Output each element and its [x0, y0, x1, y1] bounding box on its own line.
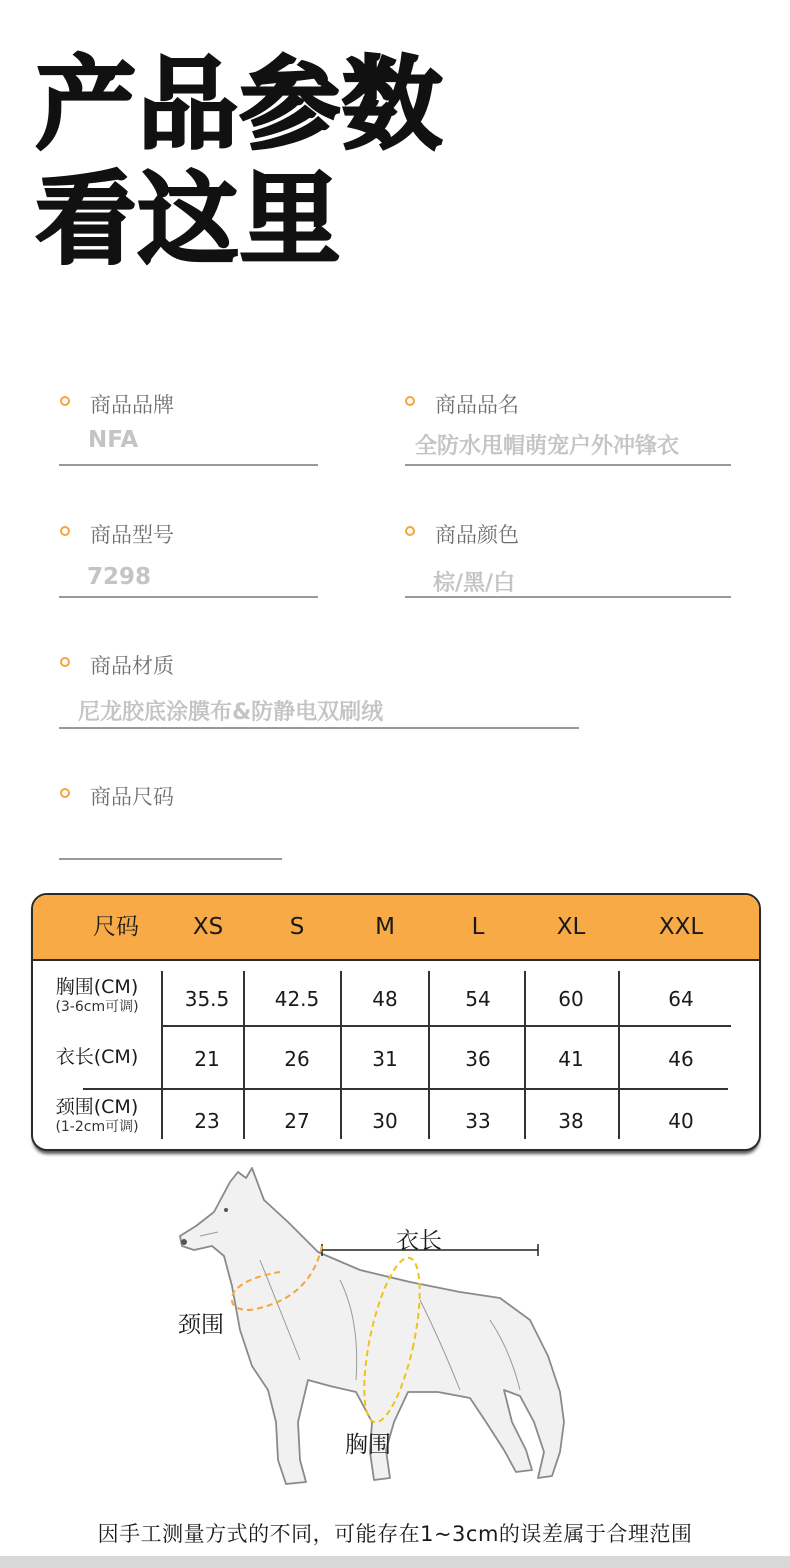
param-model-label: 商品型号	[90, 523, 174, 547]
bullet-dot-icon	[60, 657, 70, 667]
bullet-dot-icon	[405, 526, 415, 536]
param-material-value: 尼龙胶底涂膜布&防静电双刷绒	[78, 700, 384, 725]
dog-measurement-figure	[160, 1160, 600, 1500]
page-title-line-1: 产品参数	[36, 46, 444, 163]
row-label-text: 胸围(CM)	[55, 976, 139, 998]
measurement-disclaimer: 因手工测量方式的不同，可能存在1~3cm的误差属于合理范围	[97, 1522, 693, 1546]
param-color-label: 商品颜色	[435, 523, 519, 547]
table-cell: 41	[558, 1047, 584, 1071]
figure-chest-label: 胸围	[345, 1432, 391, 1458]
row-label-note: (3-6cm可调)	[55, 998, 139, 1015]
underline	[405, 464, 731, 466]
param-name-label: 商品品名	[435, 393, 519, 417]
param-size-label: 商品尺码	[90, 785, 174, 809]
param-model-value: 7298	[87, 564, 152, 590]
table-cell: 35.5	[184, 987, 230, 1011]
figure-neck-label: 颈围	[178, 1312, 224, 1338]
underline	[59, 858, 282, 860]
grid-line	[83, 1088, 728, 1090]
table-cell: 40	[668, 1109, 694, 1133]
table-cell: 38	[558, 1109, 584, 1133]
param-brand-label: 商品品牌	[90, 393, 174, 417]
header-m: M	[375, 914, 395, 940]
page-title-line-2: 看这里	[36, 161, 342, 278]
size-table-header	[33, 895, 759, 961]
table-cell: 54	[465, 987, 491, 1011]
param-color-value: 棕/黑/白	[433, 571, 516, 596]
header-xxl: XXL	[658, 914, 704, 940]
table-cell: 48	[372, 987, 398, 1011]
table-cell: 46	[668, 1047, 694, 1071]
bullet-dot-icon	[60, 396, 70, 406]
param-material-label: 商品材质	[90, 654, 174, 678]
table-cell: 60	[558, 987, 584, 1011]
bullet-dot-icon	[405, 396, 415, 406]
grid-line	[161, 971, 163, 1139]
table-cell: 27	[284, 1109, 310, 1133]
table-cell: 42.5	[274, 987, 320, 1011]
underline	[405, 596, 731, 598]
table-cell: 26	[284, 1047, 310, 1071]
table-cell: 31	[372, 1047, 398, 1071]
row-label-neck	[33, 1097, 161, 1135]
underline	[59, 464, 318, 466]
header-size: 尺码	[93, 914, 139, 940]
bullet-dot-icon	[60, 526, 70, 536]
figure-length-label: 衣长	[396, 1228, 442, 1254]
grid-line	[161, 1025, 731, 1027]
size-table	[31, 893, 761, 1151]
header-l: L	[471, 914, 485, 940]
table-cell: 21	[194, 1047, 220, 1071]
header-s: S	[289, 914, 305, 940]
param-brand-value: NFA	[88, 427, 139, 453]
grid-line	[618, 971, 620, 1139]
row-label-chest	[33, 977, 161, 1015]
table-cell: 33	[465, 1109, 491, 1133]
table-cell: 23	[194, 1109, 220, 1133]
table-cell: 64	[668, 987, 694, 1011]
bottom-divider	[0, 1556, 790, 1568]
row-label-text: 颈围(CM)	[55, 1096, 139, 1118]
underline	[59, 596, 318, 598]
row-label-length	[33, 1047, 161, 1069]
header-xs: XS	[192, 914, 224, 940]
row-label-text: 衣长(CM)	[55, 1046, 139, 1068]
row-label-note: (1-2cm可调)	[55, 1118, 139, 1135]
param-name-value: 全防水甩帽萌宠户外冲锋衣	[415, 434, 680, 459]
underline	[59, 727, 579, 729]
header-xl: XL	[556, 914, 586, 940]
bullet-dot-icon	[60, 788, 70, 798]
table-cell: 30	[372, 1109, 398, 1133]
table-cell: 36	[465, 1047, 491, 1071]
